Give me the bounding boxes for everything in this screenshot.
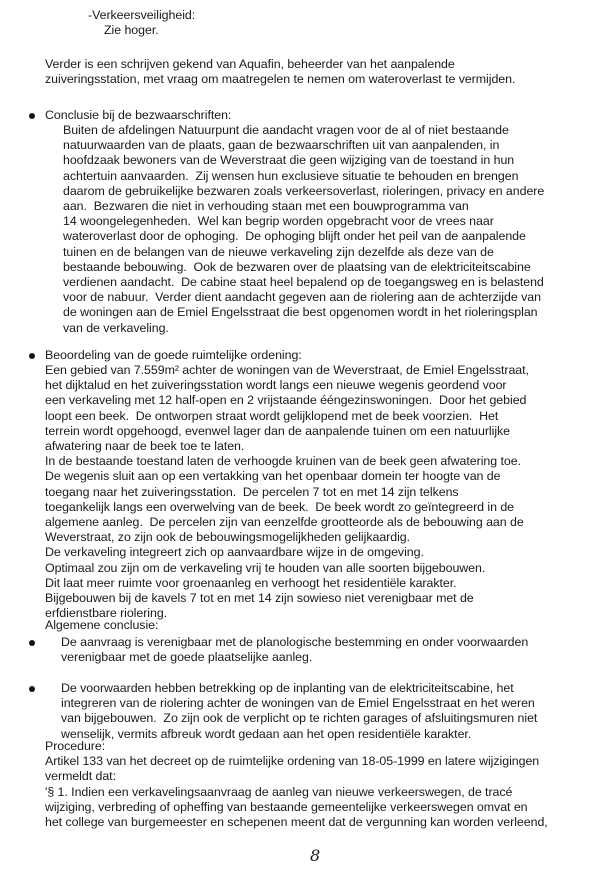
- section-title: Algemene conclusie:: [45, 618, 159, 632]
- body-line: wijziging, verbreding of opheffing van bestaande gemeentelijke verkeerswegen omvat en: [45, 799, 528, 814]
- body-line: integreren van de riolering achter de woningen van de Emiel Engelsstraat en het weren: [61, 696, 535, 711]
- section-title: Procedure:: [45, 739, 106, 753]
- paragraph-aquafin: [45, 57, 515, 87]
- body-line: bestaande bebouwing. Ook de bezwaren over de plaatsing van de elektriciteitscabine: [63, 259, 531, 274]
- body-line: '§ 1. Indien een verkavelingsaanvraag de aanleg van nieuwe verkeerswegen, de tracé: [45, 784, 513, 799]
- bullet-icon: [29, 686, 35, 692]
- body-line: Optimaal zou zijn om de verkaveling vrij te houden van alle soorten bijgebouwen.: [45, 560, 486, 575]
- bullet-icon: [29, 353, 35, 359]
- bullet-icon: [29, 640, 35, 646]
- item-body: [61, 635, 528, 665]
- body-line: daarom de gebruikelijke bezwaren zoals verkeersoverlast, rioleringen, privacy en andere: [63, 183, 545, 198]
- section-title: Beoordeling van de goede ruimtelijke ordening:: [45, 348, 302, 362]
- body-line: het college van burgemeester en schepenen meent dat de vergunning kan worden verleend,: [45, 815, 548, 830]
- body-line: loopt een beek. De ontworpen straat wordt gelijklopend met de beek voorzien. Het: [45, 408, 499, 423]
- body-line: vermeldt dat:: [45, 769, 116, 784]
- body-line: algemene aanleg. De percelen zijn van eenzelfde grootteorde als de bebouwing aan de: [45, 515, 524, 530]
- body-line: hoofdzaak bewoners van de Weverstraat die geen wijziging van de toestand in hun: [63, 153, 515, 168]
- body-line: voor de nabuur. Verder dient aandacht gegeven aan de riolering aan de achterzijde van: [63, 290, 541, 305]
- section-conclusie-bezwaarschriften: [45, 108, 545, 335]
- bullet-icon: [29, 113, 35, 119]
- body-line: De verkaveling integreert zich op aanvaardbare wijze in de omgeving.: [45, 545, 424, 560]
- body-line: natuurwaarden van de plaats, gaan de bezwaarschriften uit van aanpalenden, in: [63, 138, 500, 153]
- body-line: erfdienstbare riolering.: [45, 606, 168, 621]
- body-line: Een gebied van 7.559m² achter de woningen van de Weverstraat, de Emiel Engelsstraat,: [45, 363, 529, 377]
- body-line: van de verkaveling.: [63, 320, 169, 335]
- body-line: De aanvraag is verenigbaar met de planologische bestemming en onder voorwaarden: [61, 635, 529, 649]
- body-line: Bijgebouwen bij de kavels 7 tot en met 14 zijn sowieso niet verenigbaar met de: [45, 591, 474, 606]
- body-line: het dijktalud en het zuiveringsstation wordt langs een nieuwe wegenis geordend voor: [45, 378, 507, 393]
- body-line: In de bestaande toestand laten de verhoogde kruinen van de beek geen afwatering toe.: [45, 454, 521, 469]
- body-line: De wegenis sluit aan op een vertakking van het openbaar domein ter hoogte van de: [45, 469, 501, 484]
- body-line: toegang naar het zuiveringsstation. De percelen 7 tot en met 14 zijn telkens: [45, 484, 459, 499]
- paragraph-line: Verder is een schrijven gekend van Aquafin, beheerder van het aanpalende: [45, 57, 455, 71]
- body-line: De voorwaarden hebben betrekking op de inplanting van de elektriciteitscabine, het: [61, 681, 514, 695]
- heading-verkeersveiligheid: -Verkeersveiligheid:: [88, 8, 196, 22]
- body-line: wenselijk, vermits afbreuk wordt gedaan aan het open residentiële karakter.: [61, 726, 472, 741]
- body-line: 14 woongelegenheden. Wel kan begrip worden opgebracht voor de vrees naar: [63, 214, 494, 229]
- section-body: [63, 123, 544, 336]
- body-line: terrein wordt opgehoogd, evenwel lager dan de aanpalende tuinen om een natuurlijke: [45, 423, 511, 438]
- body-line: Artikel 133 van het decreet op de ruimtelijke ordening van 18-05-1999 en latere wijzigingen: [45, 754, 540, 769]
- body-line: wateroverlast door de ophoging. De ophoging blijft onder het peil van de aanpalende: [63, 229, 526, 244]
- section-body: [45, 363, 529, 621]
- body-line: afwatering naar de beek toe te laten.: [45, 439, 245, 454]
- paragraph-line: zuiveringsstation, met vraag om maatregelen te nemen om wateroverlast te vermijden.: [45, 72, 516, 87]
- section-title: Conclusie bij de bezwaarschriften:: [45, 108, 232, 122]
- body-line: de woningen aan de Emiel Engelsstraat die best opgenomen wordt in het rioleringsplan: [63, 305, 538, 320]
- body-line: een verkaveling met 12 half-open en 2 vrijstaande ééngezinswoningen. Door het gebied: [45, 393, 527, 408]
- body-line: toegankelijk langs een overwelving van de beek. De beek wordt zo geïntegreerd in de: [45, 499, 515, 514]
- body-line: Weverstraat, zo zijn ook de bebouwingsmogelijkheden gelijkaardig.: [45, 530, 411, 545]
- body-line: achtertuin aanvaarden. Zij wensen hun exclusieve situatie te behouden en brengen: [63, 168, 519, 183]
- body-line: verdienen aandacht. De cabine staat heel bepalend op de toegangsweg en is belastend: [63, 275, 544, 290]
- body-line: van bijgebouwen. Zo zijn ook de verplicht op te richten garages of afsluitingsmuren niet: [61, 711, 538, 726]
- body-line: aan. Bezwaren die niet in verhouding staan met een bouwprogramma van: [63, 199, 469, 214]
- body-line: Dit laat meer ruimte voor groenaanleg en verhoogt het residentiële karakter.: [45, 575, 457, 590]
- page-number: 8: [310, 846, 321, 865]
- section-procedure: [45, 739, 548, 830]
- body-line: tuinen en de belangen van de nieuwe verkaveling zijn dezelfde als deze van de: [63, 244, 494, 259]
- section-beoordeling-ruimtelijke-ordening: [45, 348, 529, 621]
- item-body: [61, 681, 537, 742]
- text-zie-hoger: Zie hoger.: [104, 23, 159, 37]
- body-line: Buiten de afdelingen Natuurpunt die aandacht vragen voor de al of niet bestaande: [63, 123, 509, 137]
- body-line: verenigbaar met de goede plaatselijke aanleg.: [61, 650, 313, 665]
